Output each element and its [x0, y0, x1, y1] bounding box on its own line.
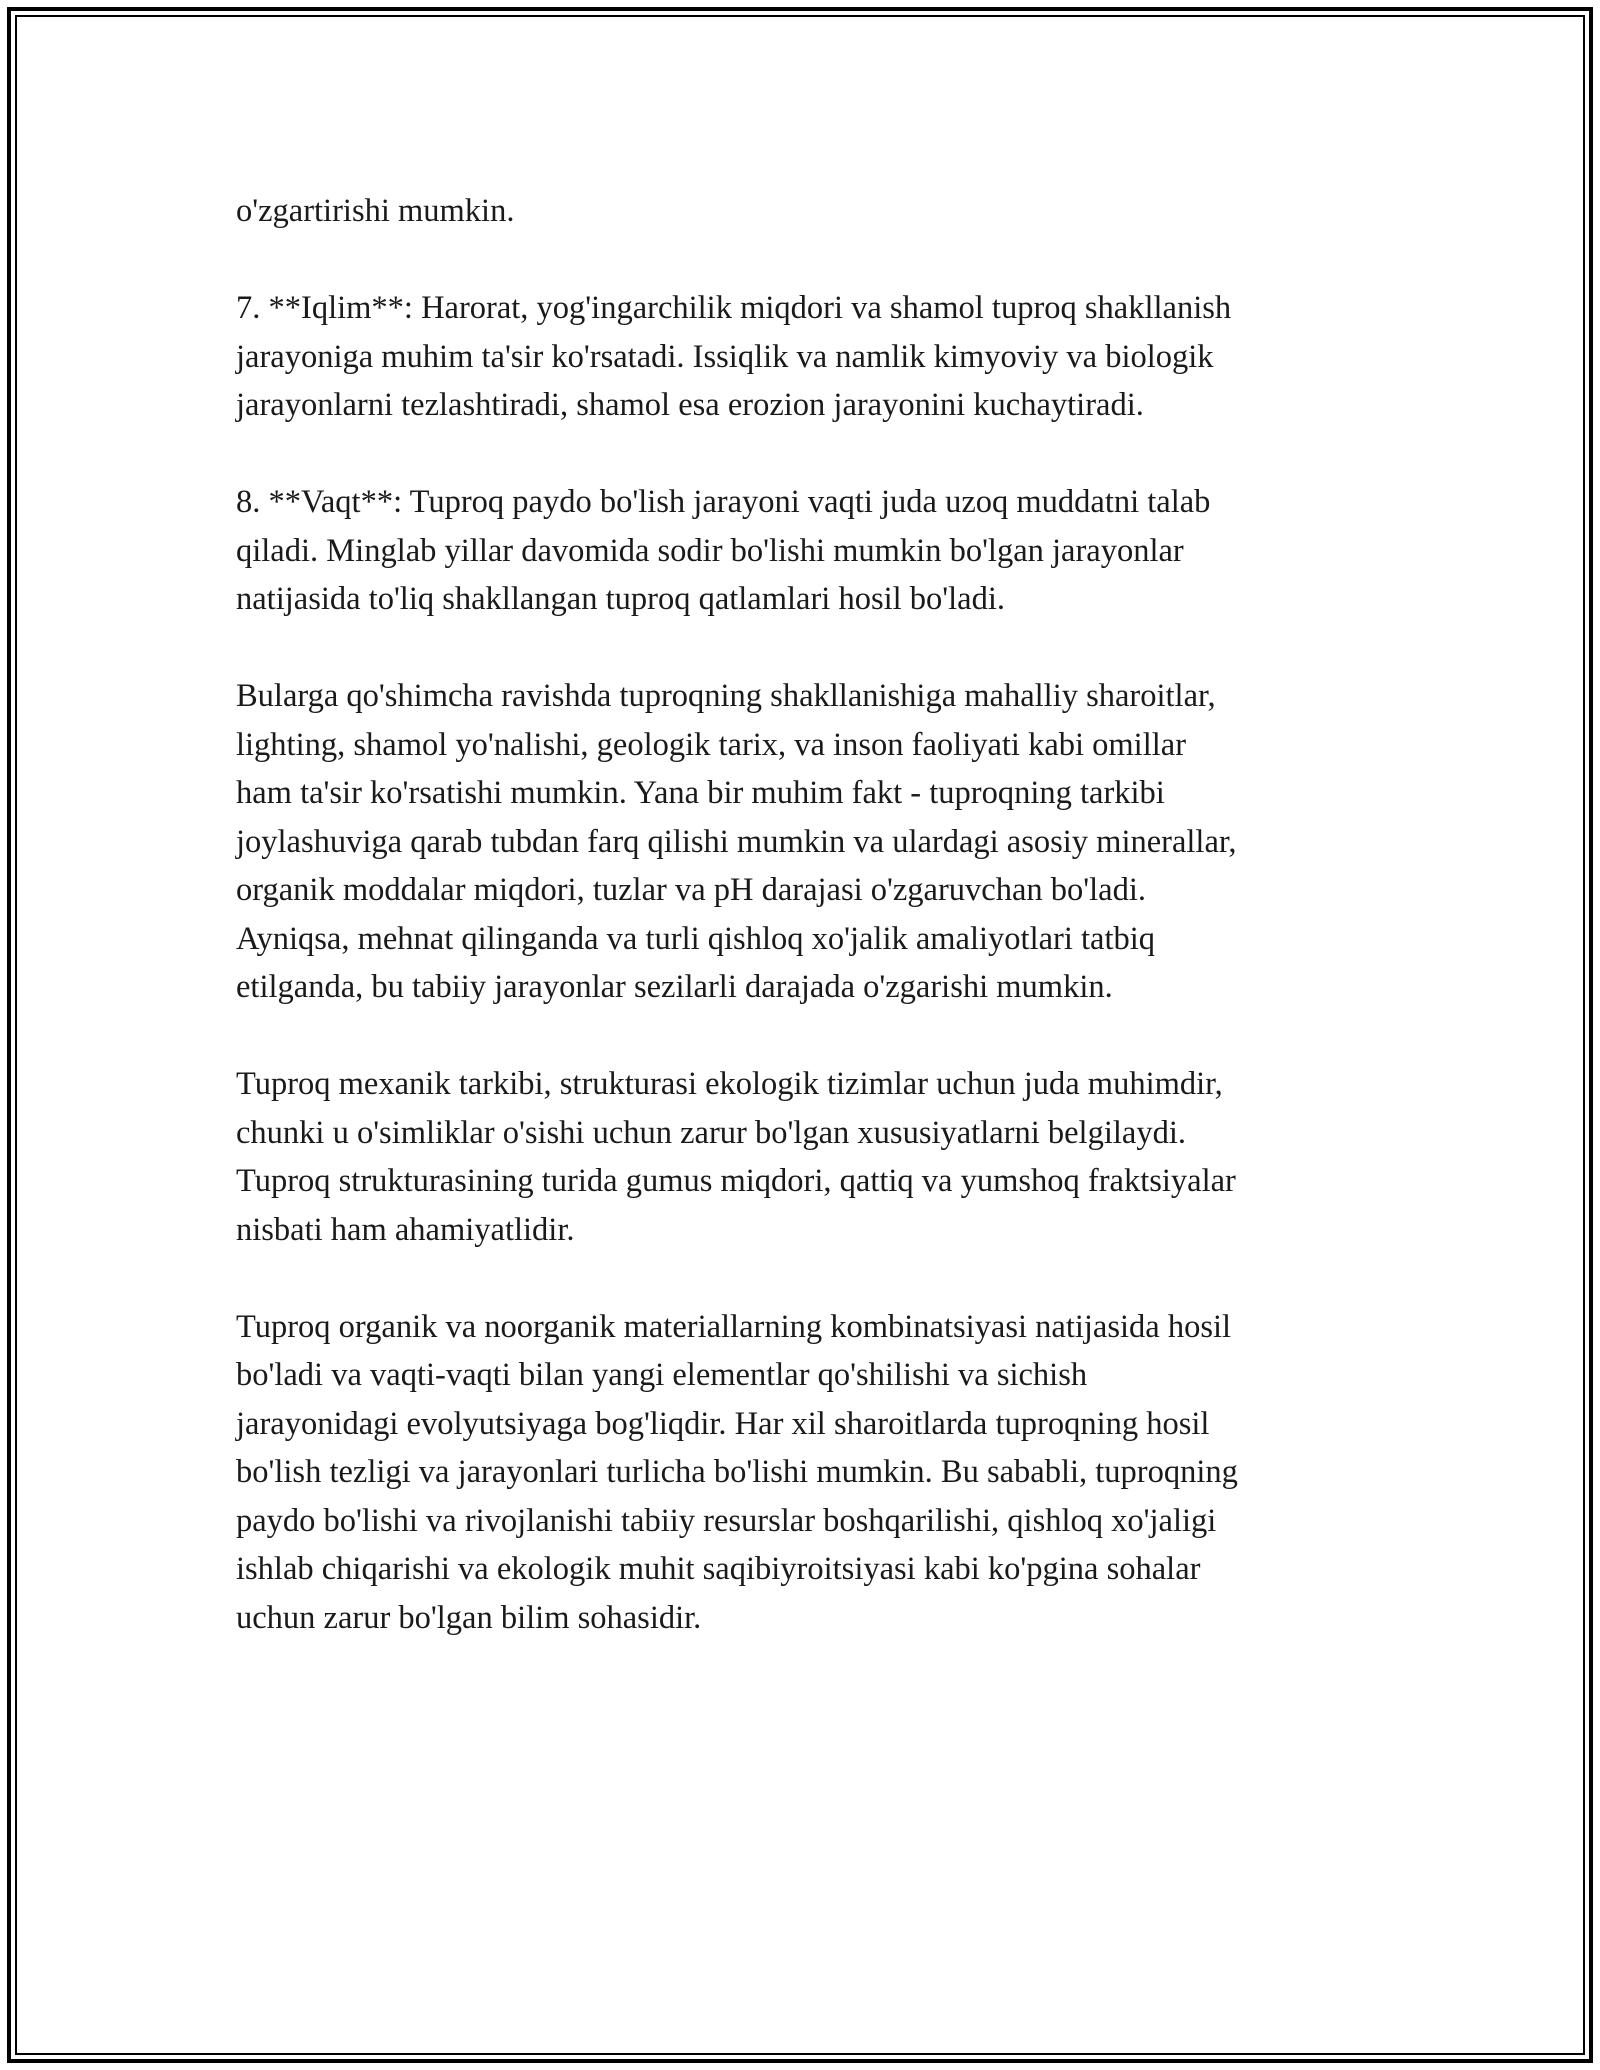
paragraph-continuation: o'zgartirishi mumkin. — [236, 193, 515, 229]
paragraph-climate: 7. **Iqlim**: Harorat, yog'ingarchilik miqdori va shamol tuproq shakllanish jarayoniga muhim ta'sir ko'rsatadi. Issiqlik va namlik kimyoviy va biologik jarayonlarni tezlashtiradi, shamol esa erozion jarayonini kuchaytiradi. — [236, 290, 1232, 423]
paragraph-soil-structure: Tuproq mexanik tarkibi, strukturasi ekologik tizimlar uchun juda muhimdir, chunki u o'simliklar o'sishi uchun zarur bo'lgan xususiyatlarni belgilaydi. Tuproq strukturasining turida gumus miqdori, qattiq va yumshoq fraktsiyalar nisbati ham ahamiyatlidir. — [236, 1066, 1236, 1248]
document-body — [236, 187, 1376, 1691]
paragraph-conclusion: Tuproq organik va noorganik materiallarning kombinatsiyasi natijasida hosil bo'ladi va vaqti-vaqti bilan yangi elementlar qo'shilishi va sichish jarayonidagi evolyutsiyaga bog'liqdir. Har xil sharoitlarda tuproqning hosil bo'lish tezligi va jarayonlari turlicha bo'lishi mumkin. Bu sababli, tuproqning paydo bo'lishi va rivojlanishi tabiiy resurslar boshqarilishi, qishloq xo'jaligi ishlab chiqarishi va ekologik muhit saqibiyroitsiyasi kabi ko'pgina sohalar uchun zarur bo'lgan bilim sohasidir. — [236, 1308, 1238, 1636]
paragraph-additional-factors: Bularga qo'shimcha ravishda tuproqning shakllanishiga mahalliy sharoitlar, lighting, shamol yo'nalishi, geologik tarix, va inson faoliyati kabi omillar ham ta'sir ko'rsatishi mumkin. Yana bir muhim fakt - tuproqning tarkibi joylashuviga qarab tubdan farq qilishi mumkin va ulardagi asosiy minerallar, organik moddalar miqdori, tuzlar va pH darajasi o'zgaruvchan bo'ladi. Ayniqsa, mehnat qilinganda va turli qishloq xo'jalik amaliyotlari tatbiq etilganda, bu tabiiy jarayonlar sezilarli darajada o'zgarishi mumkin. — [236, 678, 1237, 1005]
paragraph-time: 8. **Vaqt**: Tuproq paydo bo'lish jarayoni vaqti juda uzoq muddatni talab qiladi. Minglab yillar davomida sodir bo'lishi mumkin bo'lgan jarayonlar natijasida to'liq shakllangan tuproq qatlamlari hosil bo'ladi. — [236, 484, 1211, 617]
